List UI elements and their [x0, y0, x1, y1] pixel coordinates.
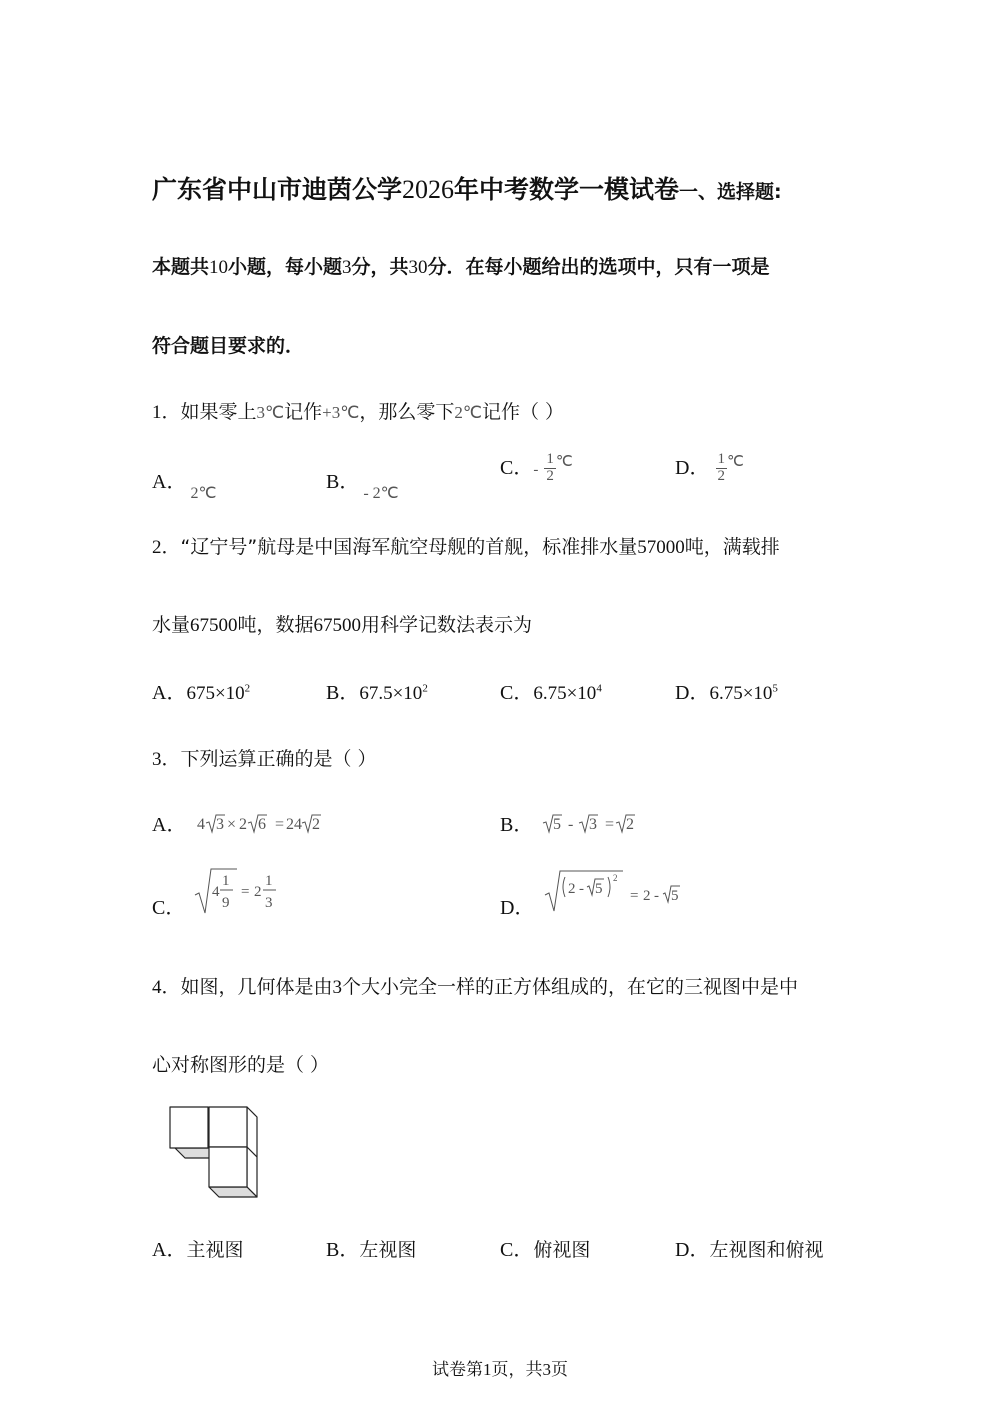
svg-text:2: 2	[311, 816, 320, 833]
svg-text:2: 2	[626, 816, 635, 833]
q2-option-a[interactable]	[152, 676, 250, 705]
stem-number: 57000	[637, 537, 685, 558]
stem-text: 吨，数据	[237, 614, 314, 636]
option-label: D．	[675, 1239, 710, 1261]
svg-text:2: 2	[612, 873, 617, 883]
stem-text: 记作（ ）	[481, 401, 564, 423]
q2-option-b[interactable]	[326, 676, 428, 705]
option-value: 6.75×10	[709, 683, 773, 704]
stem-text: 下列运算正确的是（ ）	[180, 748, 377, 770]
option-label: C．	[500, 1239, 534, 1261]
stem-number: 3	[332, 977, 343, 998]
svg-text:=: =	[629, 888, 638, 904]
question-4-stem-line2: 心对称图形的是（ ）	[152, 1054, 330, 1076]
section-heading: 一、选择题:	[679, 181, 782, 203]
intro-text: 小题，每小题	[228, 256, 343, 278]
option-label: C．	[500, 457, 534, 479]
option-label: C．	[152, 897, 186, 919]
minus-sign: -	[533, 462, 539, 478]
svg-text:24: 24	[285, 816, 302, 833]
svg-text:=: =	[605, 816, 615, 833]
stem-text: 吨，满载排	[684, 536, 780, 558]
option-value: 675×10	[186, 683, 245, 704]
question-3-stem	[152, 744, 377, 771]
numerator: 1	[546, 451, 554, 468]
section-instructions-line2: 符合题目要求的．	[152, 335, 305, 357]
stem-text: ，那么零下	[359, 401, 455, 423]
footer-text: 页	[551, 1360, 568, 1380]
svg-text:2: 2	[567, 881, 575, 897]
q3-option-d-expression	[543, 865, 703, 917]
footer-text: 试卷第	[432, 1360, 483, 1380]
intro-text: 分．在每小题给出的选项中，只有一项是	[427, 256, 770, 278]
stem-text: 如图，几何体是由	[180, 976, 333, 998]
q3-option-b[interactable]	[500, 808, 661, 837]
svg-text:-: -	[653, 888, 659, 904]
option-label: A．	[152, 682, 187, 704]
q1-option-c[interactable]	[500, 451, 573, 485]
question-4-stem-line1	[152, 972, 798, 999]
q2-option-d[interactable]	[675, 676, 778, 705]
intro-text: 本题共	[152, 256, 210, 278]
option-value: 左视图和俯视	[709, 1239, 824, 1261]
option-label: D．	[500, 897, 535, 919]
q4-option-a[interactable]	[152, 1233, 243, 1262]
question-number: 1．	[152, 402, 181, 423]
question-number: 3．	[152, 749, 181, 770]
svg-text:1: 1	[265, 873, 273, 889]
svg-text:2: 2	[254, 884, 262, 900]
question-number: 4．	[152, 977, 181, 998]
question-number: 2．	[152, 537, 181, 558]
q3-option-c-expression	[193, 865, 293, 917]
svg-text:=: =	[241, 884, 250, 900]
option-label: A．	[152, 471, 187, 493]
option-label: B．	[326, 1239, 360, 1261]
q4-option-d[interactable]	[675, 1233, 823, 1262]
intro-number: 3	[342, 257, 352, 278]
option-label: B．	[500, 814, 534, 836]
page-footer	[0, 1355, 1000, 1380]
option-label: A．	[152, 1239, 187, 1261]
page-title	[152, 170, 782, 206]
svg-text:1: 1	[222, 873, 230, 889]
title-year: 2026	[402, 175, 455, 204]
numerator: 1	[717, 451, 725, 468]
option-label: A．	[152, 814, 187, 836]
svg-text:5: 5	[553, 816, 562, 833]
unit: ℃	[555, 454, 573, 470]
svg-text:2: 2	[238, 816, 247, 833]
temperature-value: +3℃	[322, 403, 360, 422]
option-value: 6.75×10	[533, 683, 597, 704]
q1-option-a[interactable]	[152, 465, 217, 502]
page-number: 1	[483, 1360, 492, 1379]
option-label: C．	[500, 682, 534, 704]
title-part-a: 广东省中山市迪茵公学	[152, 175, 403, 204]
unit: ℃	[727, 454, 744, 470]
section-instructions-line1	[152, 252, 770, 279]
svg-text:5: 5	[670, 888, 678, 904]
q3-option-b-expression	[541, 811, 661, 837]
q3-option-a-expression	[195, 811, 345, 837]
option-value: 左视图	[359, 1239, 417, 1261]
svg-text:5: 5	[594, 881, 602, 897]
q2-option-c[interactable]	[500, 676, 602, 705]
question-1-stem	[152, 397, 564, 424]
q3-option-d[interactable]	[500, 865, 703, 917]
svg-text:-: -	[578, 881, 584, 897]
stem-text: “辽宁号”航母是中国海军航空母舰的首舰，标准排水量	[180, 536, 638, 558]
svg-text:=: =	[274, 816, 284, 833]
option-value: 主视图	[186, 1239, 244, 1261]
question-2-stem-line1	[152, 532, 780, 559]
svg-text:×: ×	[226, 816, 236, 833]
question-2-stem-line2	[152, 610, 532, 637]
svg-text:2: 2	[642, 888, 650, 904]
denominator: 2	[717, 468, 725, 484]
svg-text:3: 3	[589, 816, 598, 833]
three-cube-figure	[165, 1102, 270, 1207]
stem-number: 67500	[313, 615, 362, 636]
intro-number: 30	[408, 257, 428, 278]
option-label: D．	[675, 457, 710, 479]
option-value: 2℃	[190, 485, 217, 502]
q3-option-a[interactable]	[152, 808, 345, 837]
svg-text:4: 4	[212, 884, 220, 900]
intro-number: 10	[209, 257, 229, 278]
stem-text: 个大小完全一样的正方体组成的，在它的三视图中是中	[342, 976, 799, 998]
option-value: 俯视图	[533, 1239, 591, 1261]
stem-text: 如果零上	[180, 401, 257, 423]
exponent: 5	[772, 682, 778, 695]
option-value: 67.5×10	[359, 683, 423, 704]
fraction-one-half	[716, 452, 728, 485]
temperature-value: 2℃	[454, 403, 482, 422]
denominator: 2	[546, 468, 554, 484]
exponent: 2	[422, 682, 428, 695]
q1-option-d[interactable]	[675, 451, 744, 485]
title-part-b: 年中考数学一模试卷	[454, 175, 680, 204]
temperature-value: 3℃	[256, 403, 285, 422]
footer-text: 页，共	[491, 1360, 543, 1380]
intro-text: 分，共	[351, 256, 409, 278]
option-label: B．	[326, 682, 360, 704]
stem-text: 记作	[284, 401, 323, 423]
svg-text:3: 3	[265, 895, 273, 911]
exponent: 4	[596, 682, 602, 695]
svg-text:9: 9	[222, 895, 230, 911]
svg-text:6: 6	[257, 816, 266, 833]
q1-option-b[interactable]	[326, 465, 399, 502]
svg-text:3: 3	[215, 816, 224, 833]
option-label: B．	[326, 471, 360, 493]
stem-text: 水量	[152, 614, 191, 636]
q3-option-c[interactable]	[152, 865, 293, 917]
q4-option-c[interactable]	[500, 1233, 590, 1262]
total-pages: 3	[542, 1360, 551, 1379]
svg-text:-: -	[568, 816, 574, 833]
fraction-one-half	[544, 452, 556, 485]
q4-option-b[interactable]	[326, 1233, 416, 1262]
option-value: - 2℃	[363, 485, 399, 502]
exponent: 2	[244, 682, 251, 695]
svg-text:4: 4	[196, 816, 205, 833]
stem-text: 用科学记数法表示为	[361, 614, 533, 636]
option-label: D．	[675, 682, 710, 704]
stem-number: 67500	[190, 615, 238, 636]
